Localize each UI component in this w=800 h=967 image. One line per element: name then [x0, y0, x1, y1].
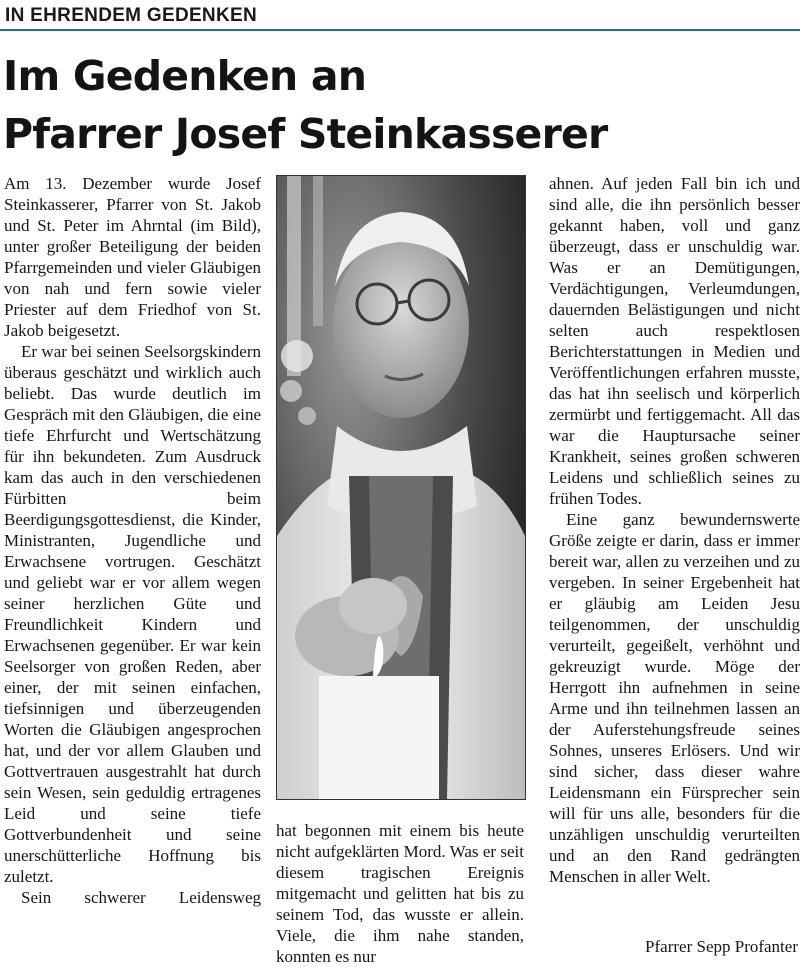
article-paragraph-3-continued: hat begonnen mit einem bis heute nicht aufgeklärten Mord. Was er seit diesem tragischen Ereignis mitgemacht und gelitten hat bis zu seinem Tod, das wusste er allein. Viele, die ihm nahe standen, konnten es nur: [276, 821, 524, 966]
section-rubric: [0, 4, 800, 31]
article-paragraph-1: Am 13. Dezember wurde Josef Steinkasserer, Pfarrer von St. Jakob und St. Peter im Ahrntal (im Bild), unter großer Beteiligung der beiden Pfarrgemeinden und vieler Gläubigen von nah und fern sowie vieler Priester auf dem Friedhof von St. Jakob beigesetzt.: [4, 174, 261, 340]
priest-portrait-photo: [276, 175, 526, 800]
author-signature: Pfarrer Sepp Profanter: [645, 937, 798, 956]
article-headline: [3, 47, 793, 163]
priest-photo-icon: [277, 176, 525, 799]
headline-line-2: Pfarrer Josef Steinkasserer: [3, 110, 608, 158]
headline-line-1: Im Gedenken an: [3, 52, 367, 100]
article-paragraph-4: Eine ganz bewundernswerte Größe zeigte er darin, dass er immer bereit war, allen zu verzeihen und zu vergeben. In seiner Ergebenheit hat er gläubig am Leiden Jesu teilgenommen, der unschuldig verurteilt, gegeißelt, verhöhnt und gekreuzigt wurde. Möge der Herrgott ihn aufnehmen in seine Arme und ihn teilnehmen lassen an der Auferstehungsfreude seines Sohnes, unseres Erlösers. Und wir sind sicher, dass dieser wahre Leidensmann ein Fürsprecher sein will für uns alle, besonders für die unzähligen unschuldig verurteilten und an den Rand gedrängten Menschen in aller Welt.: [549, 510, 800, 886]
article-paragraph-3-end: ahnen. Auf jeden Fall bin ich und sind alle, die ihn persönlich besser gekannt haben, voll und ganz überzeugt, dass er unschuldig war. Was er an Demütigungen, Verdächtigungen, Verleumdungen, dauernden Belästigungen und nicht selten auch respektlosen Berichterstattungen in Medien und Veröffentlichungen erfahren musste, das hat ihn seelisch und körperlich zermürbt und fertiggemacht. All das war die Hauptursache seiner Krankheit, seines großen schweren Leidens und schließlich seines zu frühen Todes.: [549, 174, 800, 508]
article-column-2: [276, 820, 524, 966]
article-column-1: [4, 173, 261, 963]
rubric-label: IN EHRENDEM GEDENKEN: [5, 5, 257, 26]
article-paragraph-3-start: Sein schwerer Leidensweg: [21, 888, 261, 907]
article-column-3: [549, 173, 800, 943]
article-paragraph-2: Er war bei seinen Seelsorgskindern überaus geschätzt und wirklich auch beliebt. Das wurde deutlich im Gespräch mit den Gläubigen, die eine tiefe Ehrfurcht und Wertschätzung für ihn bekundeten. Zum Ausdruck kam das auch in den verschiedenen Fürbitten beim Beerdigungsgottesdienst, die Kinder, Ministranten, Jugendliche und Erwachsene vortrugen. Geschätzt und geliebt war er vor allem wegen seiner herzlichen Güte und Freundlichkeit Kindern und Erwachsenen gegenüber. Er war kein Seelsorger von großen Reden, aber einer, der mit seinen einfachen, tiefsinnigen und überzeugenden Worten die Gläubigen angesprochen hat, und der vor allem Glauben und Gottvertrauen ausgestrahlt hat durch sein Wesen, sein geduldig ertragenes Leid und seine tiefe Gottverbundenheit und seine unerschütterliche Hoffnung bis zuletzt.: [4, 342, 261, 886]
